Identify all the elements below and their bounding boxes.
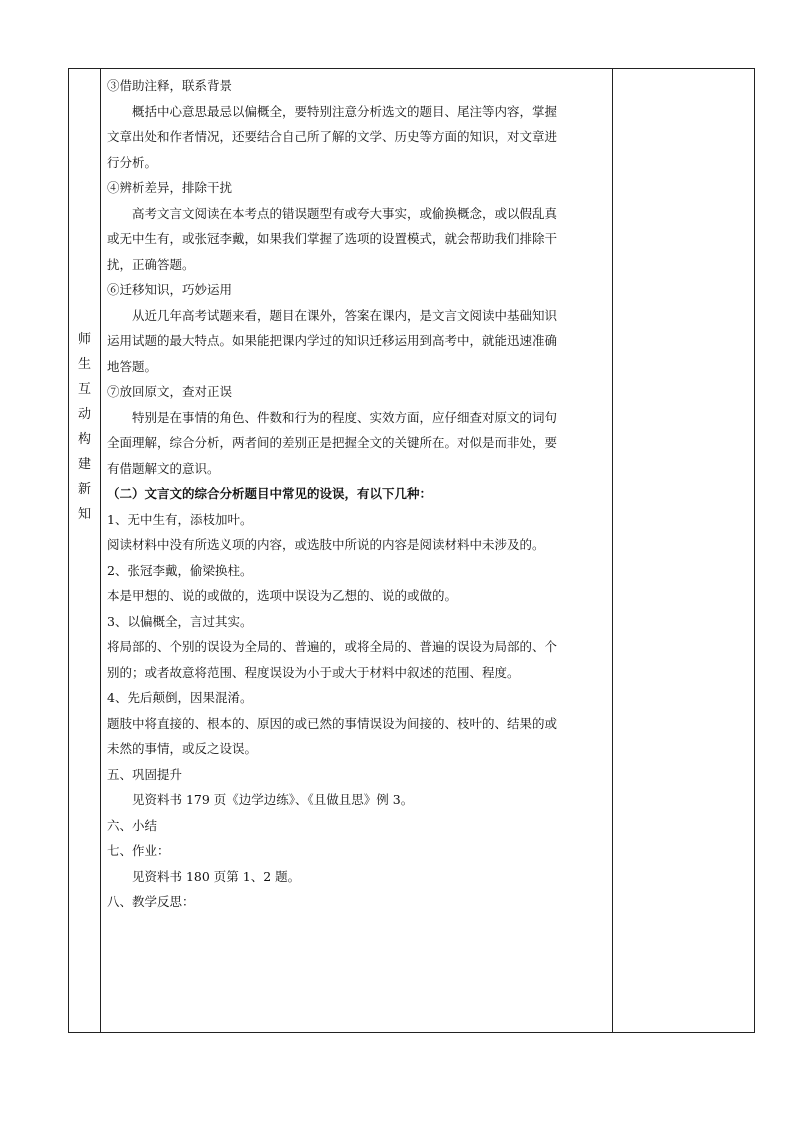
content-line: 或无中生有，或张冠李戴，如果我们掌握了选项的设置模式，就会帮助我们排除干 xyxy=(107,231,558,246)
content-line: 阅读材料中没有所选义项的内容，或选肢中所说的内容是阅读材料中未涉及的。 xyxy=(107,537,545,552)
content-line: 见资料书 180 页第 1、2 题。 xyxy=(132,868,301,884)
content-line: 行分析。 xyxy=(107,154,158,170)
content-line: 见资料书 179 页《边学边练》、《且做且思》例 3。 xyxy=(132,792,414,807)
section-label-char: 互 xyxy=(77,382,91,397)
section-label-char: 知 xyxy=(77,507,91,522)
section-label-char: 新 xyxy=(77,482,91,497)
section-label-char: 动 xyxy=(77,407,91,422)
content-line: 五、巩固提升 xyxy=(107,766,183,782)
content-line: 八、教学反思： xyxy=(107,894,195,909)
section-label-char: 构 xyxy=(77,432,91,447)
section-label xyxy=(69,327,100,527)
content-line: 1、无中生有，添枝加叶。 xyxy=(107,511,253,527)
content-line: 运用试题的最大特点。如果能把课内学过的知识迁移运用到高考中，就能迅速准确 xyxy=(107,333,558,348)
content-line: 别的；或者故意将范围、程度误设为小于或大于材料中叙述的范围、程度。 xyxy=(107,664,520,680)
notes-column xyxy=(612,69,756,1032)
content-line: （二）文言文的综合分析题目中常见的设误，有以下几种： xyxy=(107,486,433,501)
content-line: ⑥迁移知识，巧妙运用 xyxy=(107,282,233,297)
content-line: 将局部的、个别的误设为全局的、普遍的，或将全局的、普遍的误设为局部的、个 xyxy=(107,639,558,654)
content-line: 六、小结 xyxy=(107,817,158,833)
content-line: 从近几年高考试题来看，题目在课外，答案在课内，是文言文阅读中基础知识 xyxy=(132,307,558,323)
content-line: 题肢中将直接的、根本的、原因的或已然的事情误设为间接的、枝叶的、结果的或 xyxy=(107,715,558,731)
content-line: ④辨析差异，排除干扰 xyxy=(107,180,233,195)
content-line: 全面理解，综合分析，两者间的差别正是把握全文的关键所在。对似是而非处，要 xyxy=(107,435,558,450)
section-label-char: 生 xyxy=(77,357,91,372)
content-line: 3、以偏概全，言过其实。 xyxy=(107,613,253,629)
section-label-char: 师 xyxy=(77,332,91,347)
content-line: ③借助注释，联系背景 xyxy=(107,78,233,93)
section-label-column xyxy=(69,69,101,1032)
content-line: 高考文言文阅读在本考点的错误题型有或夸大事实，或偷换概念，或以假乱真 xyxy=(132,205,558,221)
content-line: 2、张冠李戴，偷梁换柱。 xyxy=(107,562,253,578)
content-line: 本是甲想的、说的或做的，选项中误设为乙想的、说的或做的。 xyxy=(107,588,458,603)
content-line: ⑦放回原文，查对正误 xyxy=(107,384,233,399)
lesson-table xyxy=(68,68,755,1033)
content-line: 七、作业： xyxy=(107,843,170,858)
lesson-content xyxy=(107,73,607,915)
content-line: 扰，正确答题。 xyxy=(107,256,195,272)
content-line: 文章出处和作者情况，还要结合自己所了解的文学、历史等方面的知识，对文章进 xyxy=(107,129,558,144)
content-line: 地答题。 xyxy=(107,358,158,374)
content-line: 4、先后颠倒，因果混淆。 xyxy=(107,690,253,705)
content-line: 未然的事情，或反之设误。 xyxy=(107,741,258,756)
content-line: 特别是在事情的角色、件数和行为的程度、实效方面，应仔细查对原文的词句 xyxy=(132,409,558,425)
content-line: 有借题解文的意识。 xyxy=(107,460,220,476)
section-label-char: 建 xyxy=(77,457,91,472)
content-line: 概括中心意思最忌以偏概全，要特别注意分析选文的题目、尾注等内容，掌握 xyxy=(132,103,558,119)
